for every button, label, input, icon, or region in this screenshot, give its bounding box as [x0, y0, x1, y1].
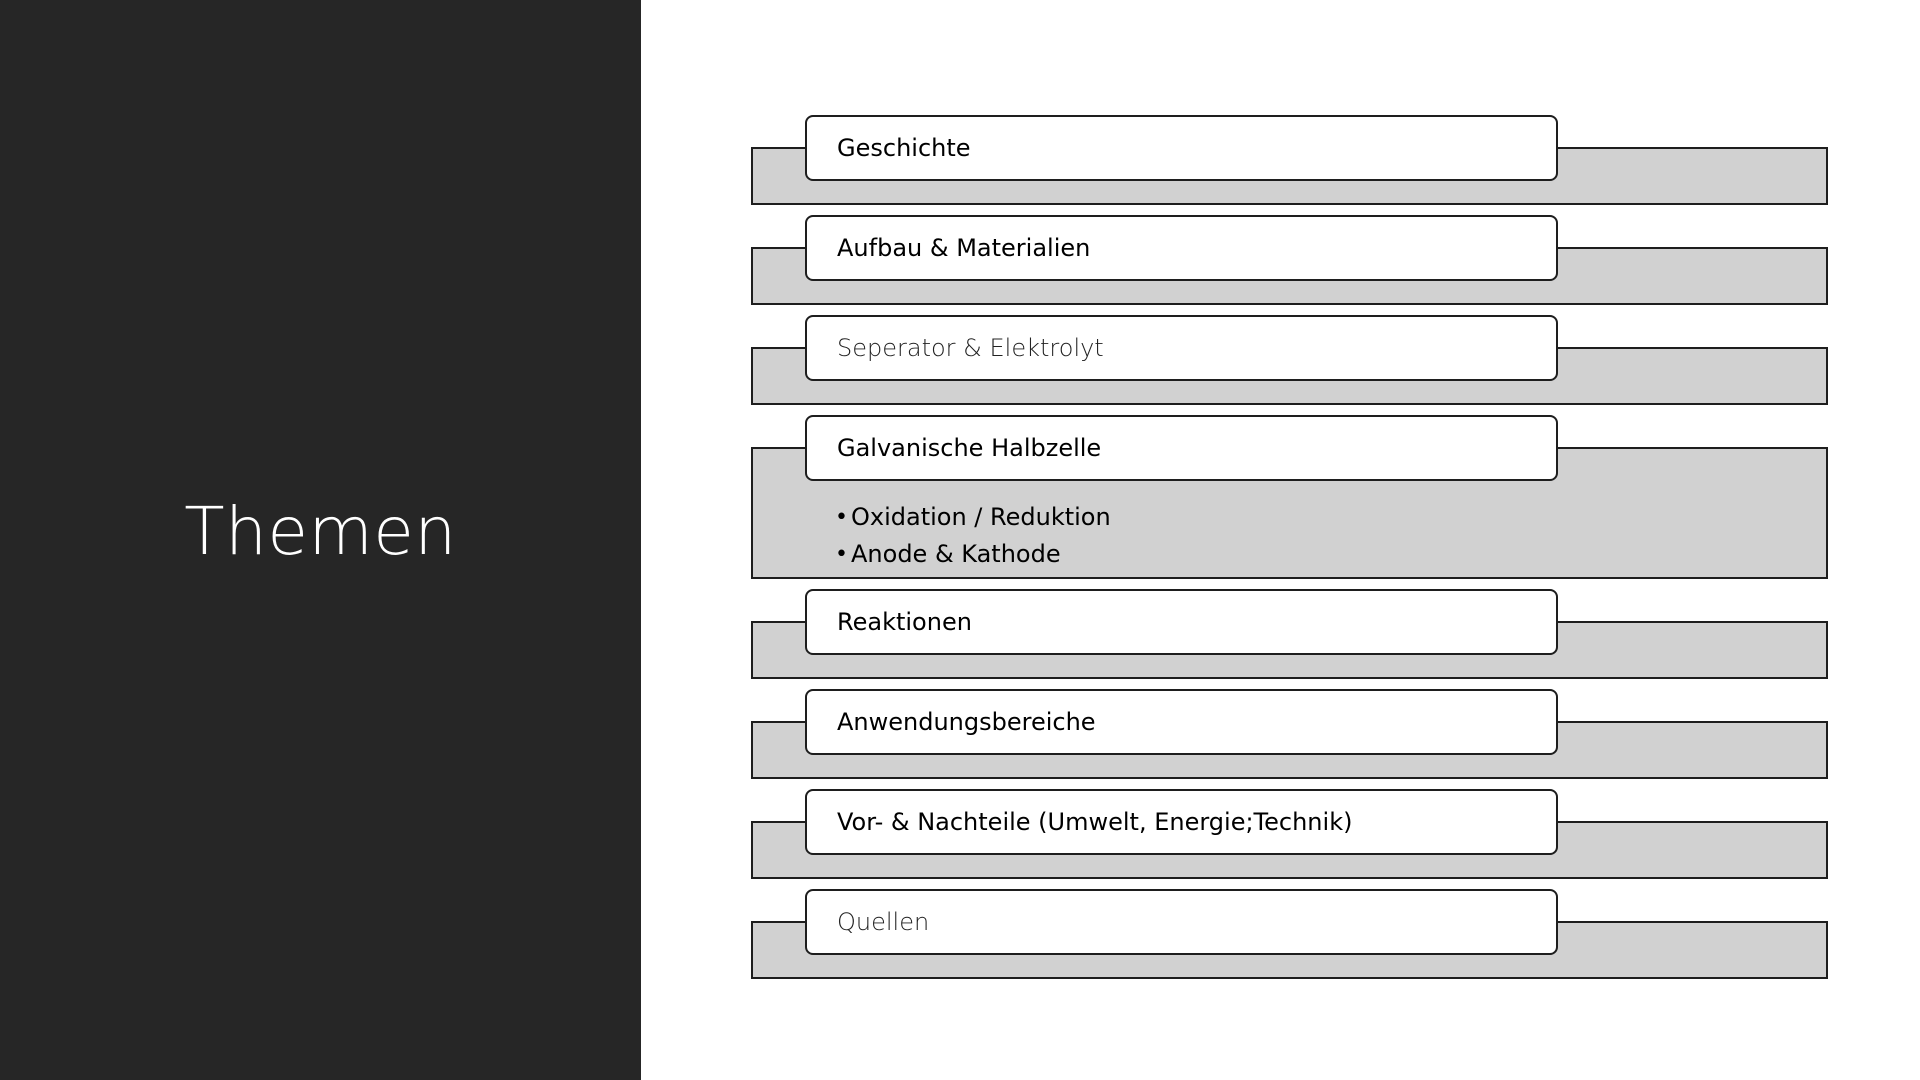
topic-label-box	[805, 415, 1558, 481]
topic-label: Reaktionen	[837, 608, 972, 636]
topic-quellen	[751, 889, 1828, 979]
topic-sub-list	[835, 499, 1111, 573]
sub-item	[835, 536, 1111, 573]
topic-vor-nachteile	[751, 789, 1828, 879]
topic-label-box	[805, 215, 1558, 281]
sub-item-label: Oxidation / Reduktion	[851, 503, 1111, 531]
topic-label-box	[805, 589, 1558, 655]
topic-label-box	[805, 315, 1558, 381]
topic-label: Seperator & Elektrolyt	[837, 334, 1104, 362]
topic-geschichte	[751, 115, 1828, 205]
topic-label: Aufbau & Materialien	[837, 234, 1091, 262]
topic-aufbau	[751, 215, 1828, 305]
topic-label: Anwendungsbereiche	[837, 708, 1096, 736]
topic-label: Vor- & Nachteile (Umwelt, Energie;Technik)	[837, 808, 1353, 836]
bullet-icon: •	[835, 542, 848, 567]
sub-item-label: Anode & Kathode	[851, 540, 1061, 568]
topic-label: Quellen	[837, 908, 930, 936]
topic-label: Geschichte	[837, 134, 971, 162]
bullet-icon: •	[835, 505, 848, 530]
topic-label: Galvanische Halbzelle	[837, 434, 1102, 462]
topic-reaktionen	[751, 589, 1828, 679]
slide-title: Themen	[184, 493, 457, 570]
topic-label-box	[805, 789, 1558, 855]
sub-item	[835, 499, 1111, 536]
topic-anwendungsbereiche	[751, 689, 1828, 779]
title-panel	[0, 0, 641, 1080]
topic-label-box	[805, 689, 1558, 755]
topic-label-box	[805, 889, 1558, 955]
topic-label-box	[805, 115, 1558, 181]
topic-galvanische-halbzelle	[751, 415, 1828, 579]
topic-seperator	[751, 315, 1828, 405]
